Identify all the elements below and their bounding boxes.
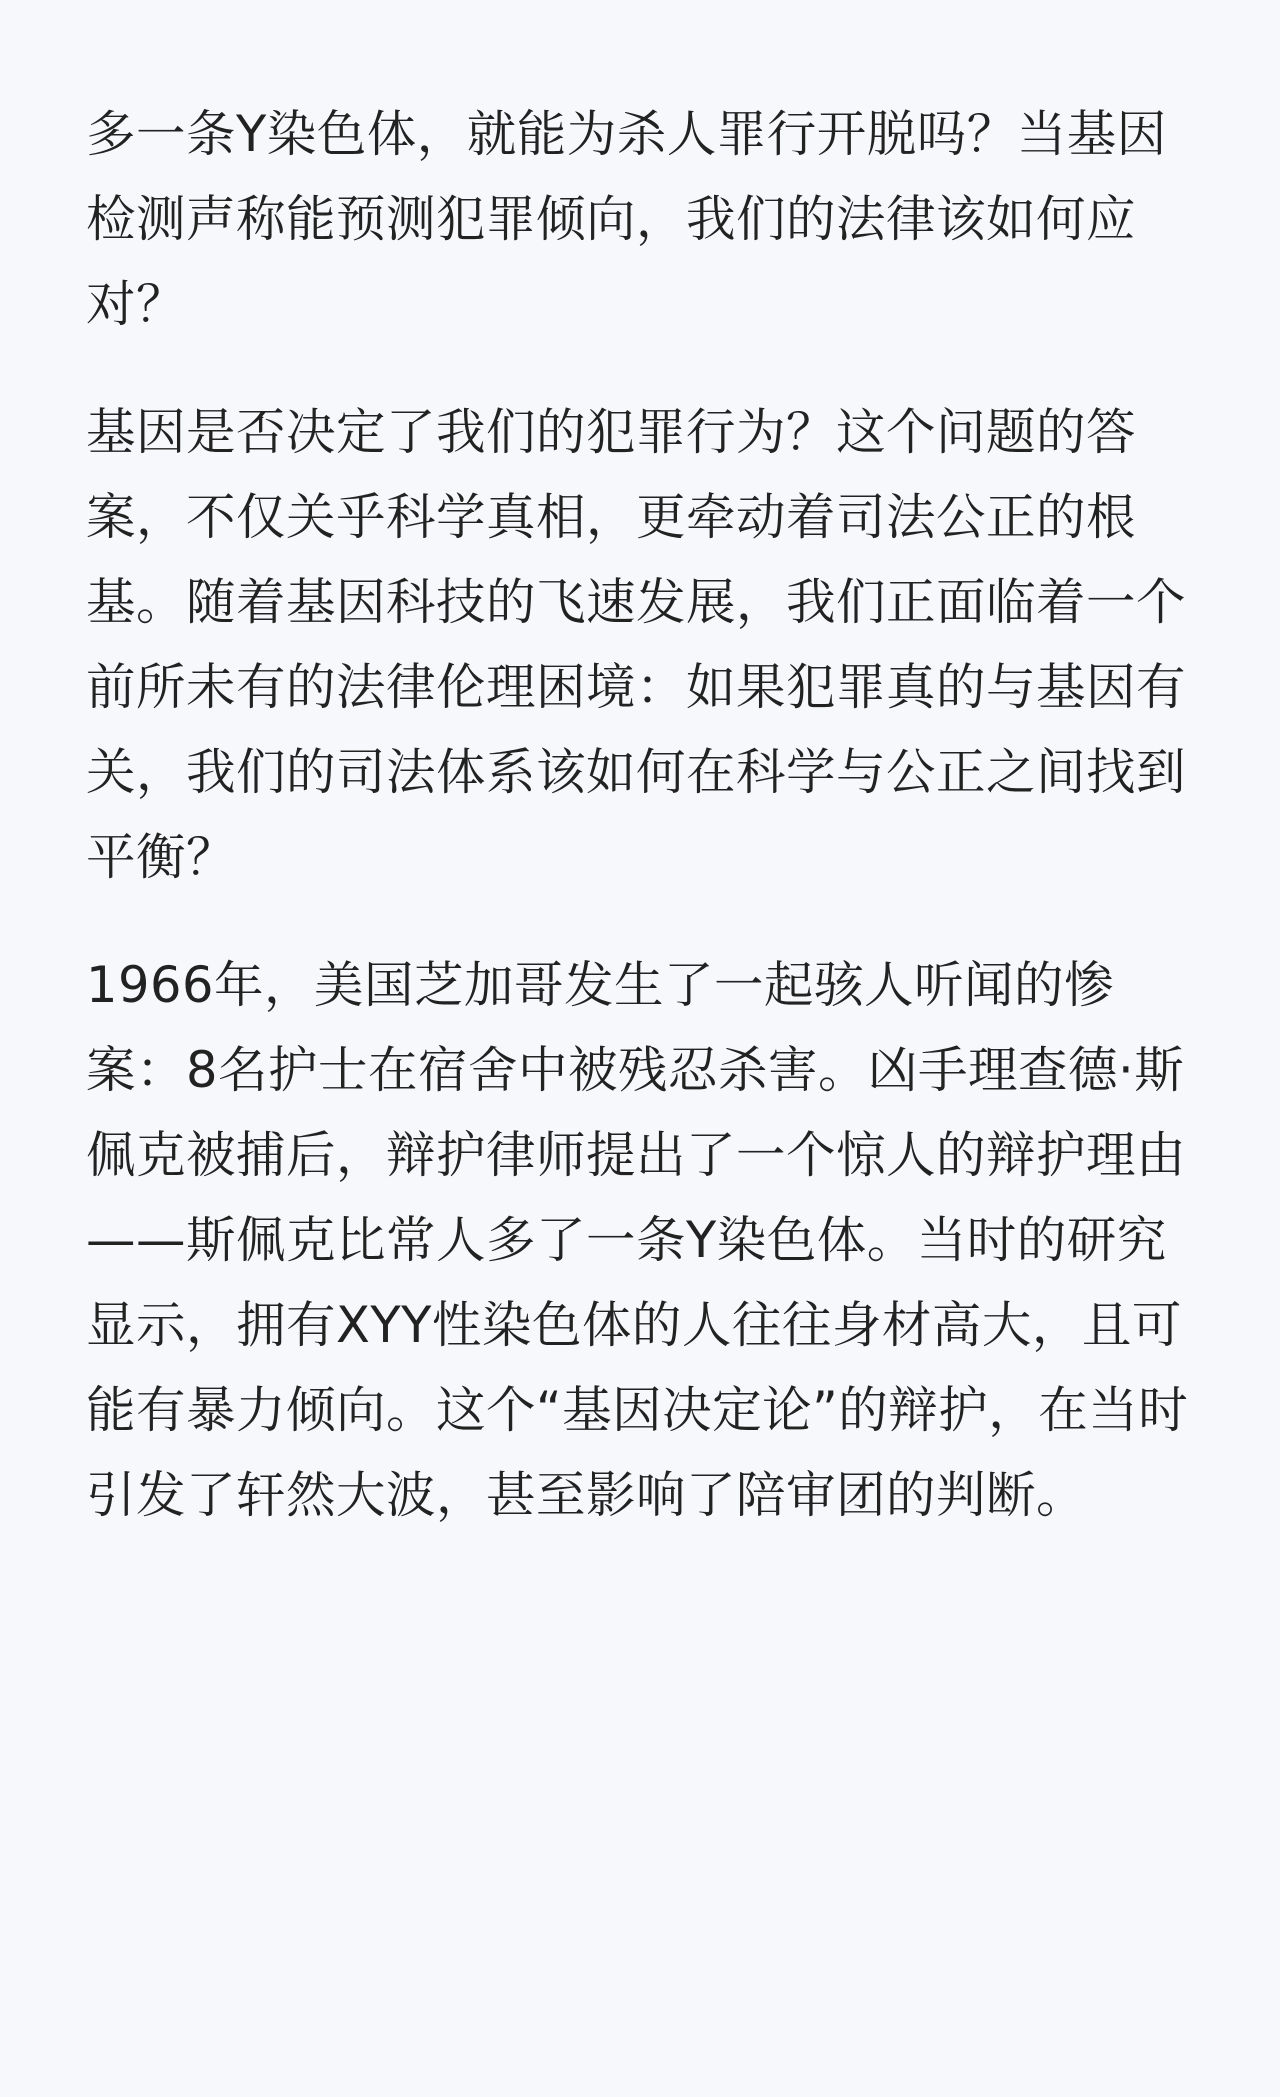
- paragraph-case-1966: 1966年，美国芝加哥发生了一起骇人听闻的惨案：8名护士在宿舍中被残忍杀害。凶手理查德·斯佩克被捕后，辩护律师提出了一个惊人的辩护理由——斯佩克比常人多了一条Y染色体。当时的研究显示，拥有XYY性染色体的人往往身材高大，且可能有暴力倾向。这个“基因决定论”的辩护，在当时引发了轩然大波，甚至影响了陪审团的判断。: [86, 956, 1189, 1524]
- article-body: [86, 92, 1200, 1581]
- paragraph-intro: 多一条Y染色体，就能为杀人罪行开脱吗？当基因检测声称能预测犯罪倾向，我们的法律该如何应对？: [86, 105, 1167, 333]
- paragraph-question: 基因是否决定了我们的犯罪行为？这个问题的答案，不仅关乎科学真相，更牵动着司法公正的根基。随着基因科技的飞速发展，我们正面临着一个前所未有的法律伦理困境：如果犯罪真的与基因有关，我们的司法体系该如何在科学与公正之间找到平衡？: [86, 403, 1186, 886]
